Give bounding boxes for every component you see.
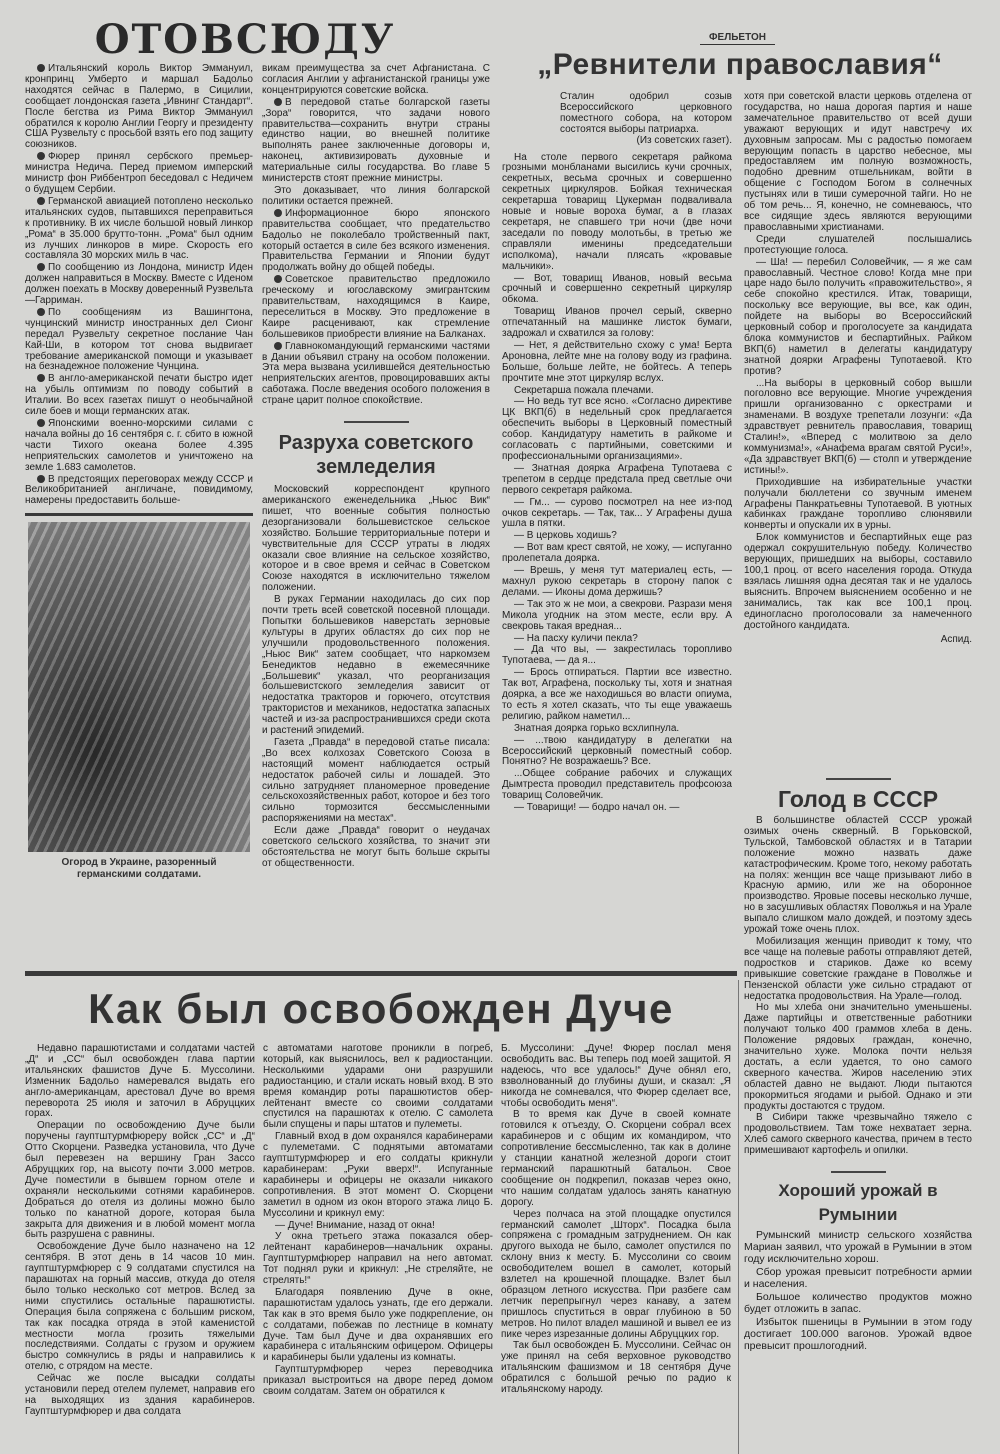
otovsyudu-column-2 — [262, 64, 490, 407]
section-divider — [25, 971, 737, 976]
feuilleton-column-1 — [502, 153, 732, 814]
second-column — [262, 64, 490, 871]
paragraph: Главный вход в дом охранялся карабинерами с пулеметами. С поднятыми автоматами гауптштурмфюрер и его солдаты крикнули карабинерам: „Руки вверх!“. Испуганные карабинеры и офицеры не оказали никакого сопротивления. В этот момент О. Скорцени заметил в одном из окон второго этажа лицо Б. Муссолини и крикнул ему: — [263, 1131, 493, 1219]
paragraph: Секретарша пожала плечами. — [514, 384, 654, 396]
paragraph: — В церковь ходишь? — [514, 530, 617, 542]
paragraph: Гауптштурмфюрер через переводчика приказал выстроиться на дворе перед домом своим солдатам. Затем он обратился к — [263, 1364, 493, 1398]
paragraph: — Врешь, у меня тут материалец есть, — махнул рукою секретарь в сторону папок с делами. — Иконы дома держишь? — [502, 565, 732, 598]
bullet-icon — [37, 197, 45, 205]
bullet-icon — [37, 263, 45, 271]
paragraph: Операции по освобождению Дуче были поручены гауптштурмфюреру войск „СС“ и „Д“ Отто Скорцени. Разведка установила, что Дуче был перевезен на вершину Гран Зассо Абруццких гор, на высоту почти 3.000 метров. Дуче поместили в бывшем горном отеле и охраняли несколькими сотнями карабинеров. Добраться до отеля из долины можно было только по канатной дороге, которая была закрыта для движения и в любой момент могла быть разрушена с равнины. — [25, 1120, 255, 1241]
bullet-icon — [274, 98, 282, 106]
news-item: Фюрер принял сербского премьер-министра Недича. Перед приемом имперский министр фон Риббентроп беседовал с Недичем о будущем Сербии. — [25, 151, 253, 195]
news-item: Главнокомандующий германскими частями в Дании объявил страну на особом положении. Эта мера вызвана усилившейся деятельностью неприятельских агентов, провоцировавших акты саботажа. После введения особого положения в стране царит полное спокойствие. — [262, 340, 490, 407]
paragraph: — Товарищи! — бодро начал он. — — [514, 802, 680, 814]
news-item: По сообщениям из Вашингтона, чунцинский министр иностранных дел Сионг передал Рузвельту секретное послание Чан Кай-Ши, в котором тот снова выдвигает требование американской помощи и указывает на безнадежное положение Чунцина. — [25, 306, 253, 373]
otovsyudu-column-1 — [25, 64, 253, 507]
paragraph: Блок коммунистов и беспартийных еще раз одержал сокрушительную победу. Количество верующих, пришедших на выборы, составило 100,1 проц. от всего населения города. Откуда взялась лишняя одна десятая так и не удалось выяснить. Впрочем выяснением особенно и не занимались, так как все 100,1 проц. единогласно проголосовали за намеченного достойного кандидата. — [744, 532, 972, 631]
news-item: В англо-американской печати быстро идет на убыль оптимизм по поводу событий в Италии. Во всех газетах пишут о необычайной силе боев и мощи германских атак. — [25, 373, 253, 418]
paragraph: Если даже „Правда“ говорит о неудачах советского сельского хозяйства, то значит эти обстоятельства не могут быть больше скрыты от общественности. — [262, 825, 490, 869]
paragraph: — Да что вы, — закрестилась торопливо Тупотаева, — да я... — [502, 644, 732, 667]
paragraph: Освобождение Дуче было назначено на 12 сентября. В этот день в 14 часов 10 мин. гауптштурмфюрер с 9 солдатами спустился на парашютах на горный массив, откуда до отеля было только несколько сот метров. Вслед за ними спустились остальные парашютисты. Операция была сопряжена с большим риском, так как посадка отряда в этой каменистой местности могла грозить тяжелыми последствиями. Солдаты с грузом и оружием быстро сомкнулись в ряды и направились к отелю, с отрядом на месте. — [25, 1241, 255, 1373]
news-item: По сообщению из Лондона, министр Иден должен направиться в Москву. Вместе с Иденом должен поехать в Москву доверенный Рузвельта—Гарриман. — [25, 262, 253, 307]
paragraph: Приходившие на избирательные участки получали бюллетени со звучным именем Аграфены Панкратьевны Тупотаевой. В уютных кабинках граждане торопливо слюнявили конверты и опускали их в урны. — [744, 476, 972, 532]
bullet-icon — [37, 308, 45, 316]
paragraph: Московский корреспондент крупного американского еженедельника „Ньюс Вик“ пишет, что военные события полностью дезорганизовали большевистское сельское хозяйство. Большие территориальные потери и чувствительные для СССР утраты в людях оказали свое влияние на сельское хозяйство, которое и в свое время и сейчас в Советском Союзе находятся в исключительно тяжелом положении. — [262, 484, 490, 594]
paragraph: — Вот, товарищ Иванов, новый весьма срочный и совершенно секретный циркуляр обкома. — [502, 272, 732, 306]
paragraph: — Ша! — перебил Соловейчик, — я же сам православный. Честное слово! Когда мне при царе надо было получить «правожительство», я себе спокойно крестился. Итак, товарищи, поскольку все верующие, вы все, как один, пойдете на выборы во Всероссийский церковный собор и проголосуете за кандидата блока коммунистов и беспартийных. Райком ВКП(б) наметил в делегаты кандидатуру знатной доярки Аграфены Тупотаевой. Кто против? — [744, 256, 972, 377]
paragraph: — Нет, я действительно схожу с ума! Берта Ароновна, лейте мне на голову воду из графина. Больше, больше лейте, не бойтесь. А теперь прочтите мне этот циркуляр вслух. — [502, 339, 732, 384]
photo-caption: Огород в Украине, разоренный германскими солдатами. — [61, 857, 217, 881]
rumyniya-title: Хороший урожай в Румынии — [778, 1181, 938, 1225]
paragraph: — Вот вам крест святой, не хожу, — испуганно пролепетала доярка. — [502, 542, 732, 565]
paragraph: Среди слушателей послышались протестующие голоса. — [744, 233, 972, 256]
paragraph: Большое количество продуктов можно будет отложить в запас. — [744, 1291, 972, 1316]
divider — [826, 778, 891, 780]
feuilleton-kicker: ФЕЛЬЕТОН — [700, 31, 775, 45]
paragraph: Но мы хлеба они значительно уменьшены. Даже партийцы и ответственные работники получают только 400 граммов хлеба в день. Положение рядовых граждан, конечно, значительно хуже. Молока почти нельзя достать, а если удается, то оно самого скверного качества. Жиров населению этих областей давно не выдают. Люди пытаются прокормиться ягодами и рыбой. Однако и эти продукты достаются с трудом. — [744, 1002, 972, 1112]
bullet-icon — [274, 209, 282, 217]
news-item: викам преимущества за счет Афганистана. С согласия Англии у афганистанской границы уже концентрируются советские войска. — [262, 63, 490, 96]
bullet-icon — [274, 275, 282, 283]
paragraph: Благодаря появлению Дуче в окне, парашютистам удалось узнать, где его держали. Так как в это время было уже подкрепление, он с солдатами, побежав по лестнице в комнату Дуче. Там был Дуче и два охранявших его карабинера с итальянским офицером. Офицеры и карабинеры были удалены из комнаты. — [263, 1286, 493, 1364]
paragraph: — Так это ж не мои, а свекрови. Разрази меня Микола угодник на этом месте, если вру. А свекровь такая вредная... — [502, 598, 732, 632]
paragraph: Мобилизация женщин приводит к тому, что все чаще на полевые работы отправляют детей, подростков и стариков. Даже ко всему привыкшие советские граждане в Поволжье и Пензенской области уже сильно страдают от недостатка продовольствия. На Урале—голод. — [744, 935, 972, 1002]
news-item: Это доказывает, что линия болгарской политики остается прежней. — [262, 184, 490, 207]
paragraph: хотя при советской власти церковь отделена от государства, но наша дорогая партия и наше замечательное правительство от всей души уважают верующих и идут навстречу их духовным запросам. Мы с радостью помогаем верующим попасть в царство небесное, мы предоставляем им полную возможность, подобно древним отшельникам, войти в общение с Господом Богом в солнечных пустынях или в тиши сумерочной тайги. Но не об том речь... Я, конечно, не сомневаюсь, что все сидящие здесь являются верующими православными христианами. — [744, 91, 972, 233]
paragraph: с автоматами наготове проникли в погреб, который, как выяснилось, вел к радиостанции. Несколькими ударами они разрушили радиостанцию, и стали искать новый вход. В это время командир роты парашютистов обер-лейтенант вместе со своими солдатами спустился на парашютах к отелю. С самолета были спущены и пары штатов и пулеметы. — [263, 1043, 493, 1131]
bullet-icon — [37, 374, 45, 382]
divider — [831, 1171, 886, 1173]
bullet-icon — [37, 419, 45, 427]
razrukha-title-line-1: Разруха советского — [278, 432, 474, 455]
paragraph: — Дуче! Внимание, назад от окна! — [275, 1219, 435, 1231]
news-item: В предстоящих переговорах между СССР и Великобританией англичане, повидимому, намерены предоставить больше- — [25, 473, 253, 507]
feuilleton-right — [744, 92, 972, 768]
epigraph-source: (Из советских газет). — [636, 134, 732, 146]
paragraph: На столе первого секретаря райкома грозными монбланами высились кучи срочных, секретных, весьма срочных и совершенно секретных циркуляров. Бойкая техническая секретарша товарищ Цукерман подваливала новые и новые вороха бумаг, а в глазах секретаря, не спавшего три ночи (две ночи заседали по поводу молотьбы, в третью же справляли именины председательши исполкома), начали плясать «кровавые мальчики». — [502, 151, 732, 272]
right-column — [744, 92, 972, 1353]
razrukha-title-line-2: земледелия — [316, 456, 436, 479]
rumyniya-body — [744, 1229, 972, 1352]
news-item: Информационное бюро японского правительства сообщает, что предательство Бадольо не поколебало тройственный пакт, который остается в силе без всякого изменения. Правительства Германии и Японии будут продолжать войну до общей победы. — [262, 207, 490, 274]
bullet-icon — [274, 342, 282, 350]
duce-title: Как был освобожден Дуче — [88, 985, 674, 1032]
paragraph: Сбор урожая превысит потребности армии и населения. — [744, 1266, 972, 1291]
paragraph: В то время как Дуче в своей комнате готовился к отъезду, О. Скорцени собрал всех карабинеров и с общим их командиром, что сопротивление бессмысленно, так как в долине у станции канатной железной дороги стоит германский парашютный батальон. Свое сообщение он подкрепил, показав через окно, что нашим солдатам удалось занять канатную дорогу. — [501, 1109, 731, 1208]
paragraph: — Брось отпираться. Партии все известно. Так вот, Аграфена, поскольку ты, хотя и знатная доярка, а все же находишься во власти опиума, то есть я хотел сказать, что ты еще уважаешь религию, райком наметил... — [502, 667, 732, 722]
paragraph: — Гм... — сурово посмотрел на нее из-под очков секретарь. — Так, так... У Аграфены душа ушла в пятки. — [502, 496, 732, 530]
paragraph: ...На выборы в церковный собор вышли поголовно все верующие. Многие учреждения пришли организованно с оркестрами и знаменами. В воздухе трепетали лозунги: «Да здравствует ревнитель православия, товарищ Сталин!», «Вперед с молитвою за дело коммунизма!», «Анафема врагам святой Руси!», «Да здравствует ВКП(б) — столп и утверждение истины!». — [744, 377, 972, 476]
duce-column-1 — [25, 1044, 255, 1419]
news-item: Итальянский король Виктор Эммануил, кронпринц Умберто и маршал Бадольо находятся сейчас в Палермо, в Сицилии, сообщает лондонская газета „Ивнинг Стандарт“. После бегства из Рима Виктор Эммануил обратился к королю Англии Георгу и президенту США Рузвельту с просьбой взять его под защиту союзников. — [25, 63, 253, 151]
news-item: Германской авиацией потоплено несколько итальянских судов, пытавшихся переправиться к противнику. В их числе большой новый линкор „Рома“ в 35.000 брутто-тонн. „Рома“ был одним из лучших линкоров в мире. Скорость его составляла 30 морских миль в час. — [25, 195, 253, 262]
paragraph: — На пасху куличи пекла? — [514, 632, 638, 644]
paragraph: — Но ведь тут все ясно. «Согласно директиве ЦК ВКП(б) в недельный срок предлагается обеспечить выборы в Церковный поместный собор. Кандидатуру наметить в райкоме и согласовать с партийными, советскими и профессиональными организациями». — [502, 396, 732, 462]
paragraph: — Знатная доярка Аграфена Тупотаева с трепетом в сердце предстала пред светлые очи первого секретаря райкома. — [502, 462, 732, 496]
paragraph: Румынский министр сельского хозяйства Мариан заявил, что урожай в Румынии в этом году исключительно хорош. — [744, 1229, 972, 1266]
feuilleton-epigraph — [560, 92, 732, 147]
golod-body — [744, 816, 972, 1157]
left-column — [25, 64, 253, 881]
bullet-icon — [37, 152, 45, 160]
news-item: В передовой статье болгарской газеты „Зора“ говорится, что задачи нового правительства—сохранить внутри страны единство нации, во внешней политике выполнять ранее заключенные договоры и, наконец, активизировать духовные и материальные силы государства. Во главе 5 министерств стоят прежние министры. — [262, 96, 490, 185]
paragraph: В руках Германии находилась до сих пор почти треть всей советской посевной площади. Попытки большевиков наверстать зерновые культуры в других областях до сих пор не улучшили продовольственного положения. „Ньюс Вик“ затем сообщает, что наркомзем Бенедиктов недавно в ежемесячнике „Большевик“ указал, что реорганизация большевистского земледелия зависит от недостатка тракторов и горючего, отсутствия трактористов и механиков, недостатка запасных частей и из-за распространившихся среди скота и растений эпидемий. — [262, 594, 490, 737]
feuilleton-signature: Аспид. — [940, 634, 972, 646]
paragraph: Б. Муссолини: „Дуче! Фюрер послал меня освободить вас. Вы теперь под моей защитой. Я надеюсь, что все удалось!“ Дуче обнял его, взволнованный до глубины души, и сказал: „Я никогда не сомневался, что Фюрер сделает все, чтобы освободить меня“. — [501, 1043, 731, 1109]
paragraph: Знатная доярка горько всхлипнула. — [514, 722, 680, 734]
paragraph: Избыток пшеницы в Румынии в этом году достигает 100.000 вагонов. Урожай вдвое превысит прошлогодний. — [744, 1316, 972, 1353]
paragraph: Недавно парашютистами и солдатами частей „Д“ и „СС“ был освобожден глава партии итальянских фашистов Дуче Б. Муссолини. Изменник Бадольо намеревался выдать его англо-американцам, арестовал Дуче во время переворота 25 июля и заточил в Абруццких горах. — [25, 1043, 255, 1120]
paragraph: ...Общее собрание рабочих и служащих Дымтреста проводил представитель профсоюза товарищ Соловейчик. — [502, 768, 732, 802]
epigraph-text: Сталин одобрил созыв Всероссийского церковного поместного собора, на котором состоятся выборы патриарха. — [560, 91, 732, 135]
paragraph: У окна третьего этажа показался обер-лейтенант карабинеров—начальник охраны. Гауптштурмфюрер направил на него автомат. Тот поднял руки и крикнул: „Не стреляйте, не стрелять!“ — [263, 1231, 493, 1287]
bullet-icon — [37, 64, 45, 72]
duce-column-2 — [263, 1044, 493, 1399]
feuilleton-column-2 — [744, 92, 972, 631]
bullet-icon — [37, 475, 45, 483]
paragraph: В большинстве областей СССР урожай озимых очень скверный. В Горьковской, Тульской, Тамбовской областях и в Татарии положение можно назвать даже катастрофическим. Кроме того, некому работать на полях: женщин все чаще призывают либо в Красную армию, или же на оборонное производство. Яровые посевы несколько лучше, но в засушливых областях Поволжья и на Урале выпало слишком мало дождей, и поэтому здесь урожай тоже очень плох. — [744, 815, 972, 936]
razrukha-title — [262, 431, 490, 479]
feuilleton-left — [502, 92, 732, 815]
divider — [25, 513, 253, 516]
news-item: Советское правительство предложило греческому и югославскому эмигрантским правительствам, находящимся в Каире, переселиться в Москву. Это предложение в Каире расценивают, как стремление большевиков приобрести влияние на Балканах. — [262, 274, 490, 340]
paragraph: Через полчаса на этой площадке опустился германский самолет „Шторх“. Посадка была сопряжена с громадным затруднением. Он как другого выхода не было, самолет опустился по склону вниз к месту. Б. Муссолини со своим освободителем вошел в самолет, который взлетел на крошечной площадке. Взлет был образцом летного искусства. При разбеге сам летчик перепрыгнул через канаву, а затем пришлось спуститься в овраг глубиною в 50 метров. Но пилот владел машиной и вывел ее из пике через изрезанные долины Абруццких гор. — [501, 1208, 731, 1340]
paragraph: В Сибири также чрезвычайно тяжело с продовольствием. Там тоже нехватает зерна. Хлеб самого скверного качества, причем в тесто примешивают картофель и опилки. — [744, 1112, 972, 1157]
column-divider — [738, 980, 739, 1454]
duce-column-3 — [501, 1044, 731, 1397]
otovsyudu-title: ОТОВСЮДУ — [94, 16, 396, 63]
paragraph: Так был освобожден Б. Муссолини. Сейчас он уже принял на себя верховное руководство итальянским фашизмом и 18 сентября Дуче обратился с большой речью по радио к итальянскому народу. — [501, 1340, 731, 1396]
paragraph: Товарищ Иванов прочел серый, скверно отпечатанный на машинке листок бумаги, задрожал и схватился за голову: — [502, 306, 732, 340]
golod-title: Голод в СССР — [777, 786, 939, 812]
paragraph: Газета „Правда“ в передовой статье писала: „Во всех колхозах Советского Союза в настоящий момент наблюдается острый недостаток рабочей силы и лошадей. Это сильно затрудняет планомерное проведение сельскохозяйственных работ, которое и без того сильно тормозится бессмысленными распоряжениями на местах“. — [262, 736, 490, 825]
news-item: Японскими военно-морскими силами с начала войны до 16 сентября с. г. сбито в южной части Тихого океана более 4.395 неприятельских самолетов и уничтожено на земле 1.683 самолетов. — [25, 418, 253, 473]
divider — [344, 421, 409, 423]
feuilleton-title: „Ревнители православия“ — [537, 48, 943, 81]
paragraph: — ...твою кандидатуру в делегатки на Всероссийский церковный поместный собор. Понятно? Не возражаешь? Все. — [502, 734, 732, 768]
razrukha-body — [262, 485, 490, 870]
photo-ruined-garden — [28, 522, 250, 852]
paragraph: Сейчас же после высадки солдаты установили перед отелем пулемет, направив его на выходящих из здания карабинеров. Гауптштурмфюрер и два солдата — [25, 1373, 255, 1417]
